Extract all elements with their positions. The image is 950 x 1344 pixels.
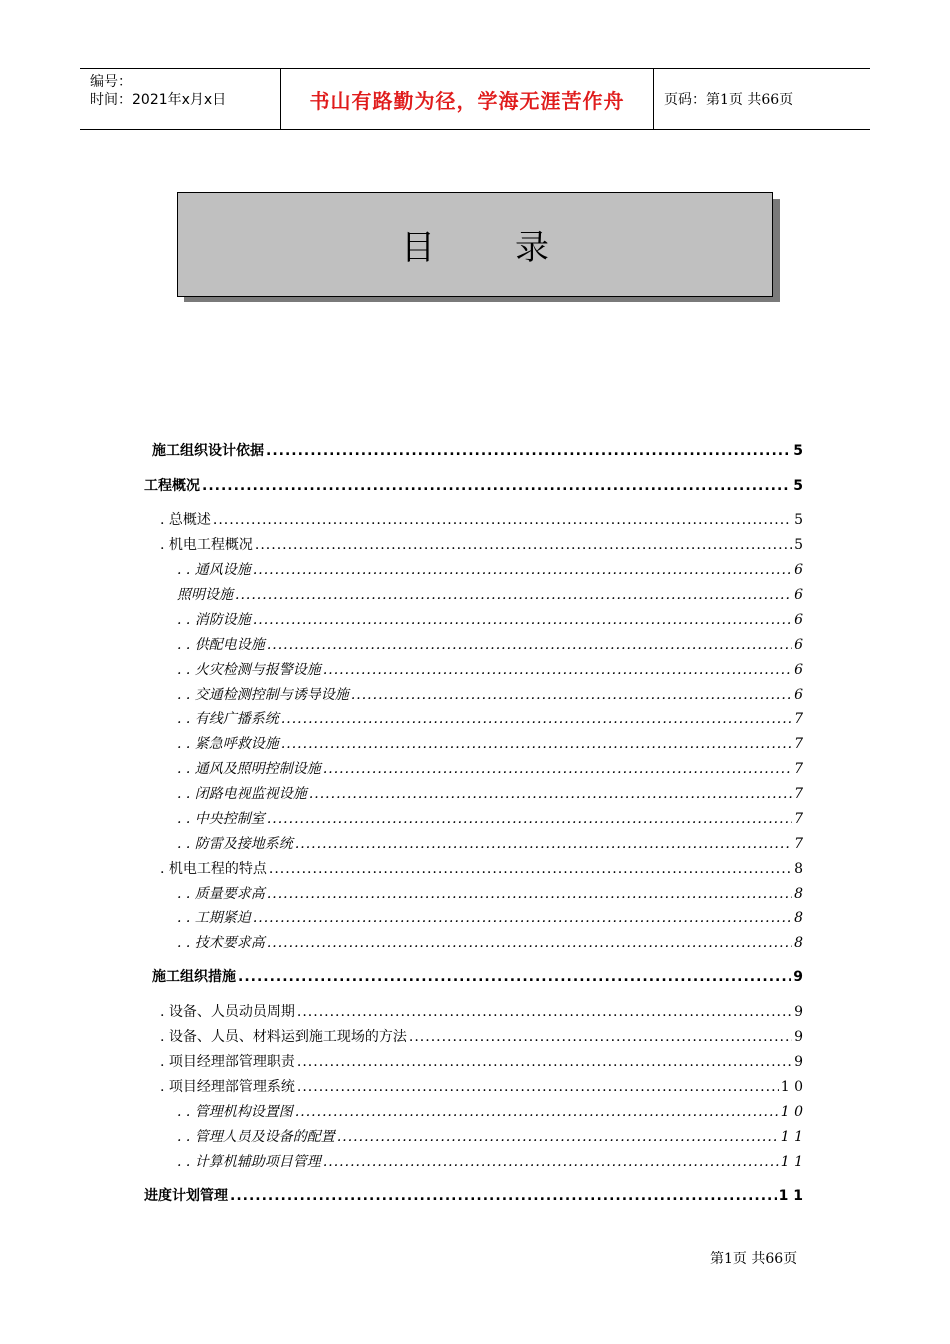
toc-leader-dots	[297, 1079, 779, 1095]
toc-leader-dots	[267, 811, 792, 827]
header-motto-cell	[281, 69, 654, 129]
toc-entry-page: 9	[794, 1004, 803, 1020]
header-page-cell	[654, 69, 870, 129]
toc-entry-page: 9	[793, 969, 803, 985]
toc-entry-title: . . 计算机辅助项目管理	[177, 1154, 321, 1170]
toc-entry[interactable]	[177, 609, 803, 629]
toc-leader-dots	[267, 935, 792, 951]
header-meta-cell	[80, 69, 281, 129]
toc-entry-page: 6	[794, 687, 803, 703]
toc-entry-title: . . 质量要求高	[177, 886, 265, 902]
toc-entry[interactable]	[177, 659, 803, 679]
toc-entry-page: 7	[794, 711, 803, 727]
toc-entry[interactable]	[177, 833, 803, 853]
toc-entry-page: 5	[794, 512, 803, 528]
toc-entry-title: . 总概述	[160, 512, 211, 528]
toc-entry[interactable]	[177, 783, 803, 803]
toc-leader-dots	[266, 443, 791, 459]
toc-leader-dots	[238, 969, 791, 985]
toc-entry[interactable]	[144, 1185, 803, 1205]
toc-entry[interactable]	[160, 1026, 803, 1046]
header-motto: 书山有路勤为径，学海无涯苦作舟	[309, 88, 625, 113]
toc-entry-title: . . 闭路电视监视设施	[177, 786, 307, 802]
toc-entry-title: 施工组织设计依据	[152, 443, 264, 459]
document-header	[80, 68, 870, 130]
toc-entry-title: . . 火灾检测与报警设施	[177, 662, 321, 678]
toc-leader-dots	[281, 736, 792, 752]
toc-entry-page: 7	[794, 811, 803, 827]
toc-entry-page: 1 1	[778, 1188, 803, 1204]
toc-entry-title: . . 交通检测控制与诱导设施	[177, 687, 349, 703]
toc-leader-dots	[323, 1154, 779, 1170]
toc-entry-title: . . 工期紧迫	[177, 910, 251, 926]
toc-entry-page: 6	[794, 662, 803, 678]
toc-leader-dots	[267, 886, 792, 902]
toc-entry[interactable]	[177, 808, 803, 828]
toc-entry-page: 7	[794, 761, 803, 777]
toc-leader-dots	[202, 478, 791, 494]
toc-entry[interactable]	[177, 932, 803, 952]
toc-entry[interactable]	[177, 1151, 803, 1171]
toc-entry-title: . 项目经理部管理职责	[160, 1054, 295, 1070]
toc-entry-title: 进度计划管理	[144, 1188, 228, 1204]
toc-leader-dots	[297, 1054, 792, 1070]
toc-entry-page: 1 1	[780, 1129, 803, 1145]
toc-entry-page: 7	[794, 786, 803, 802]
toc-entry[interactable]	[152, 440, 803, 460]
toc-leader-dots	[295, 1104, 779, 1120]
toc-leader-dots	[281, 711, 792, 727]
toc-entry[interactable]	[160, 509, 803, 529]
toc-entry[interactable]	[160, 534, 803, 554]
toc-entry-title: . 机电工程概况	[160, 537, 253, 553]
toc-entry[interactable]	[177, 733, 803, 753]
toc-leader-dots	[253, 562, 792, 578]
toc-entry-page: 5	[793, 443, 803, 459]
toc-entry-page: 7	[794, 736, 803, 752]
toc-entry-title: . . 通风及照明控制设施	[177, 761, 321, 777]
toc-entry-title: . . 管理机构设置图	[177, 1104, 293, 1120]
toc-leader-dots	[323, 662, 792, 678]
toc-leader-dots	[267, 637, 792, 653]
toc-entry-page: 1 0	[780, 1079, 803, 1095]
toc-leader-dots	[297, 1004, 792, 1020]
toc-entry[interactable]	[177, 634, 803, 654]
toc-entry[interactable]	[177, 1101, 803, 1121]
toc-leader-dots	[269, 861, 792, 877]
page-footer: 第1页 共66页	[710, 1251, 798, 1267]
toc-entry-page: 8	[794, 935, 803, 951]
toc-entry-page: 5	[793, 478, 803, 494]
toc-entry[interactable]	[177, 684, 803, 704]
toc-entry-title: . . 管理人员及设备的配置	[177, 1129, 335, 1145]
toc-leader-dots	[235, 587, 792, 603]
toc-entry-title: . . 有线广播系统	[177, 711, 279, 727]
header-number-label: 编号：	[90, 74, 132, 90]
toc-leader-dots	[255, 537, 792, 553]
toc-entry-title: 工程概况	[144, 478, 200, 494]
title-box	[177, 192, 773, 297]
toc-entry-page: 7	[794, 836, 803, 852]
toc-entry-title: 施工组织措施	[152, 969, 236, 985]
toc-entry-page: 9	[794, 1054, 803, 1070]
toc-entry-page: 1 1	[780, 1154, 803, 1170]
toc-entry-page: 1 0	[780, 1104, 803, 1120]
toc-entry[interactable]	[177, 584, 803, 604]
toc-entry[interactable]	[177, 708, 803, 728]
toc-entry-page: 5	[794, 537, 803, 553]
toc-entry-title: . . 防雷及接地系统	[177, 836, 293, 852]
toc-leader-dots	[309, 786, 792, 802]
toc-entry-title: 照明设施	[177, 587, 233, 603]
toc-entry-page: 8	[794, 861, 803, 877]
toc-entry-title: . . 中央控制室	[177, 811, 265, 827]
toc-entry-title: . 设备、人员、材料运到施工现场的方法	[160, 1029, 407, 1045]
header-time-label: 时间：2021年x月x日	[90, 92, 227, 108]
toc-entry-page: 6	[794, 612, 803, 628]
toc-entry[interactable]	[177, 758, 803, 778]
toc-entry-page: 6	[794, 562, 803, 578]
toc-entry-title: . . 紧急呼救设施	[177, 736, 279, 752]
toc-leader-dots	[323, 761, 792, 777]
toc-entry-page: 8	[794, 910, 803, 926]
toc-entry[interactable]	[160, 858, 803, 878]
toc-entry[interactable]	[160, 1001, 803, 1021]
toc-entry[interactable]	[160, 1051, 803, 1071]
toc-entry-page: 9	[794, 1029, 803, 1045]
toc-leader-dots	[253, 910, 792, 926]
toc-entry-page: 6	[794, 587, 803, 603]
toc-entry[interactable]	[177, 883, 803, 903]
toc-leader-dots	[337, 1129, 779, 1145]
page-title: 目录	[401, 228, 629, 268]
toc-entry-title: . 机电工程的特点	[160, 861, 267, 877]
toc-entry-title: . . 通风设施	[177, 562, 251, 578]
toc-entry[interactable]	[177, 907, 803, 927]
toc-leader-dots	[213, 512, 792, 528]
toc-entry-page: 8	[794, 886, 803, 902]
toc-entry[interactable]	[144, 475, 803, 495]
toc-entry-title: . . 技术要求高	[177, 935, 265, 951]
toc-entry-title: . . 供配电设施	[177, 637, 265, 653]
toc-leader-dots	[409, 1029, 792, 1045]
toc-entry[interactable]	[160, 1076, 803, 1096]
toc-leader-dots	[295, 836, 792, 852]
toc-entry-title: . . 消防设施	[177, 612, 251, 628]
toc-leader-dots	[253, 612, 792, 628]
toc-leader-dots	[351, 687, 792, 703]
toc-entry-title: . 设备、人员动员周期	[160, 1004, 295, 1020]
toc-entry[interactable]	[177, 1126, 803, 1146]
header-page-label: 页码：第1页 共66页	[664, 92, 794, 108]
toc-entry-title: . 项目经理部管理系统	[160, 1079, 295, 1095]
toc-leader-dots	[230, 1188, 777, 1204]
toc-entry-page: 6	[794, 637, 803, 653]
toc-entry[interactable]	[152, 966, 803, 986]
toc-entry[interactable]	[177, 559, 803, 579]
